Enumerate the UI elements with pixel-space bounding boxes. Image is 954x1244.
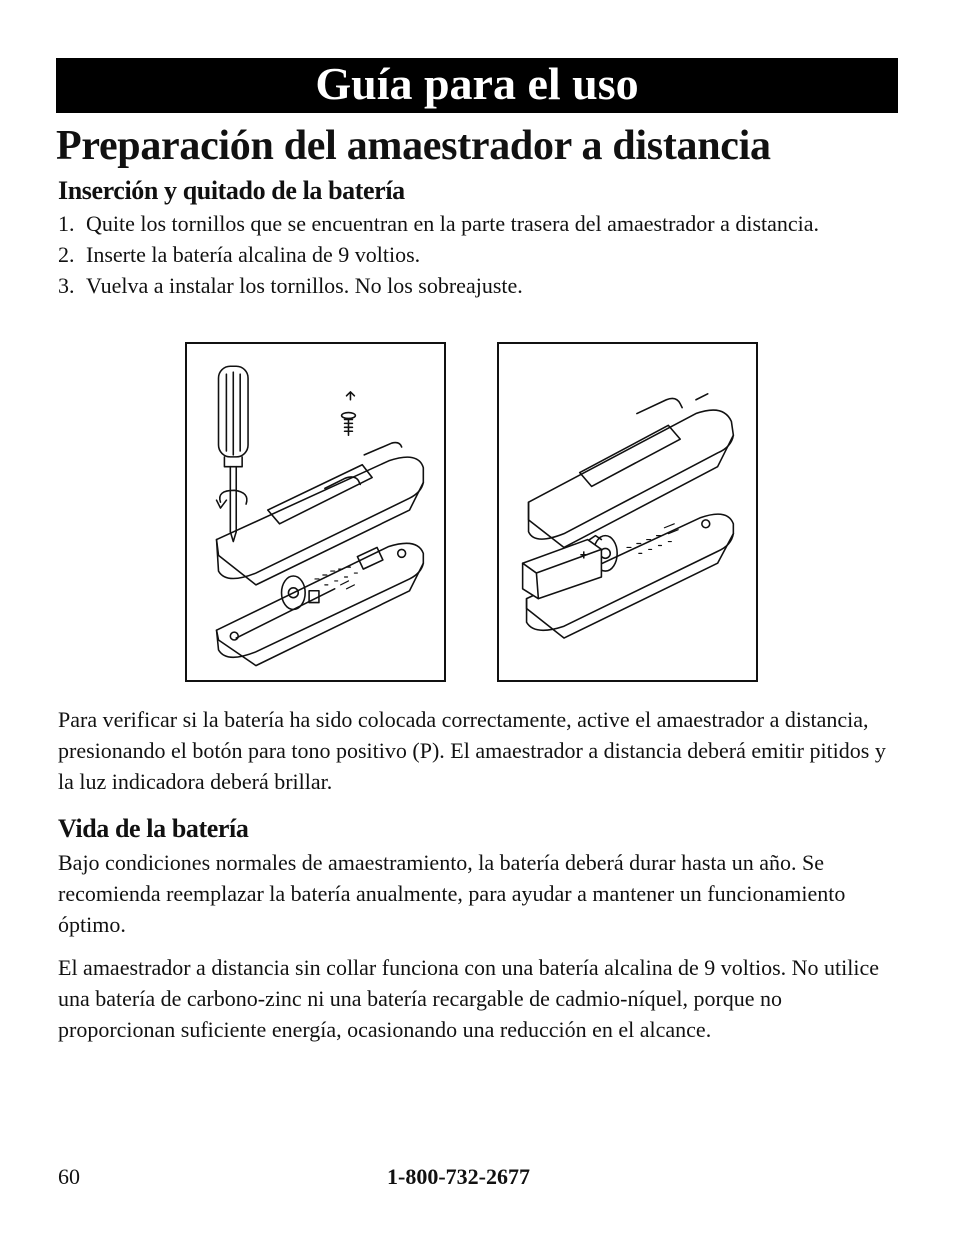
step-item [58,270,898,301]
battery-verify-paragraph: Para verificar si la batería ha sido colocada correctamente, active el amaestrador a distancia, presionando el botón para tono positivo (P). El amaestrador a distancia deberá emitir pitidos y la luz indicadora deberá brillar. [58,707,886,794]
battery-insertion-illustration [497,342,758,682]
step-number: 1. [58,211,75,236]
battery-icon [499,344,756,680]
battery-life-heading: Vida de la batería [58,814,249,843]
support-phone: 1-800-732-2677 [387,1164,530,1189]
screwdriver-removing-screws-illustration [185,342,446,682]
step-text: Vuelva a instalar los tornillos. No los sobreajuste. [86,273,523,298]
page-number: 60 [58,1164,80,1189]
step-number: 2. [58,242,75,267]
battery-steps-list [58,208,898,301]
step-text: Quite los tornillos que se encuentran en la parte trasera del amaestrador a distancia. [86,211,820,236]
section-banner: Guía para el uso [56,58,898,113]
step-item [58,208,898,239]
battery-plus-label: + [579,547,588,563]
page-title: Preparación del amaestrador a distancia [56,123,771,169]
battery-minus-label: - [571,536,576,551]
battery-insertion-heading: Inserción y quitado de la batería [58,176,405,205]
battery-type-paragraph: El amaestrador a distancia sin collar funciona con una batería alcalina de 9 voltios. No utilice una batería de carbono-zinc ni una batería recargable de cadmio-níquel, porque no proporcionan suficiente energía, ocasionando una reducción en el alcance. [58,955,880,1042]
screwdriver-icon [187,344,444,680]
step-text: Inserte la batería alcalina de 9 voltios. [86,242,421,267]
battery-life-paragraph: Bajo condiciones normales de amaestramiento, la batería deberá durar hasta un año. Se recomienda reemplazar la batería anualmente, para ayudar a mantener un funcionamiento óptimo. [58,850,846,937]
step-item [58,239,898,270]
step-number: 3. [58,273,75,298]
